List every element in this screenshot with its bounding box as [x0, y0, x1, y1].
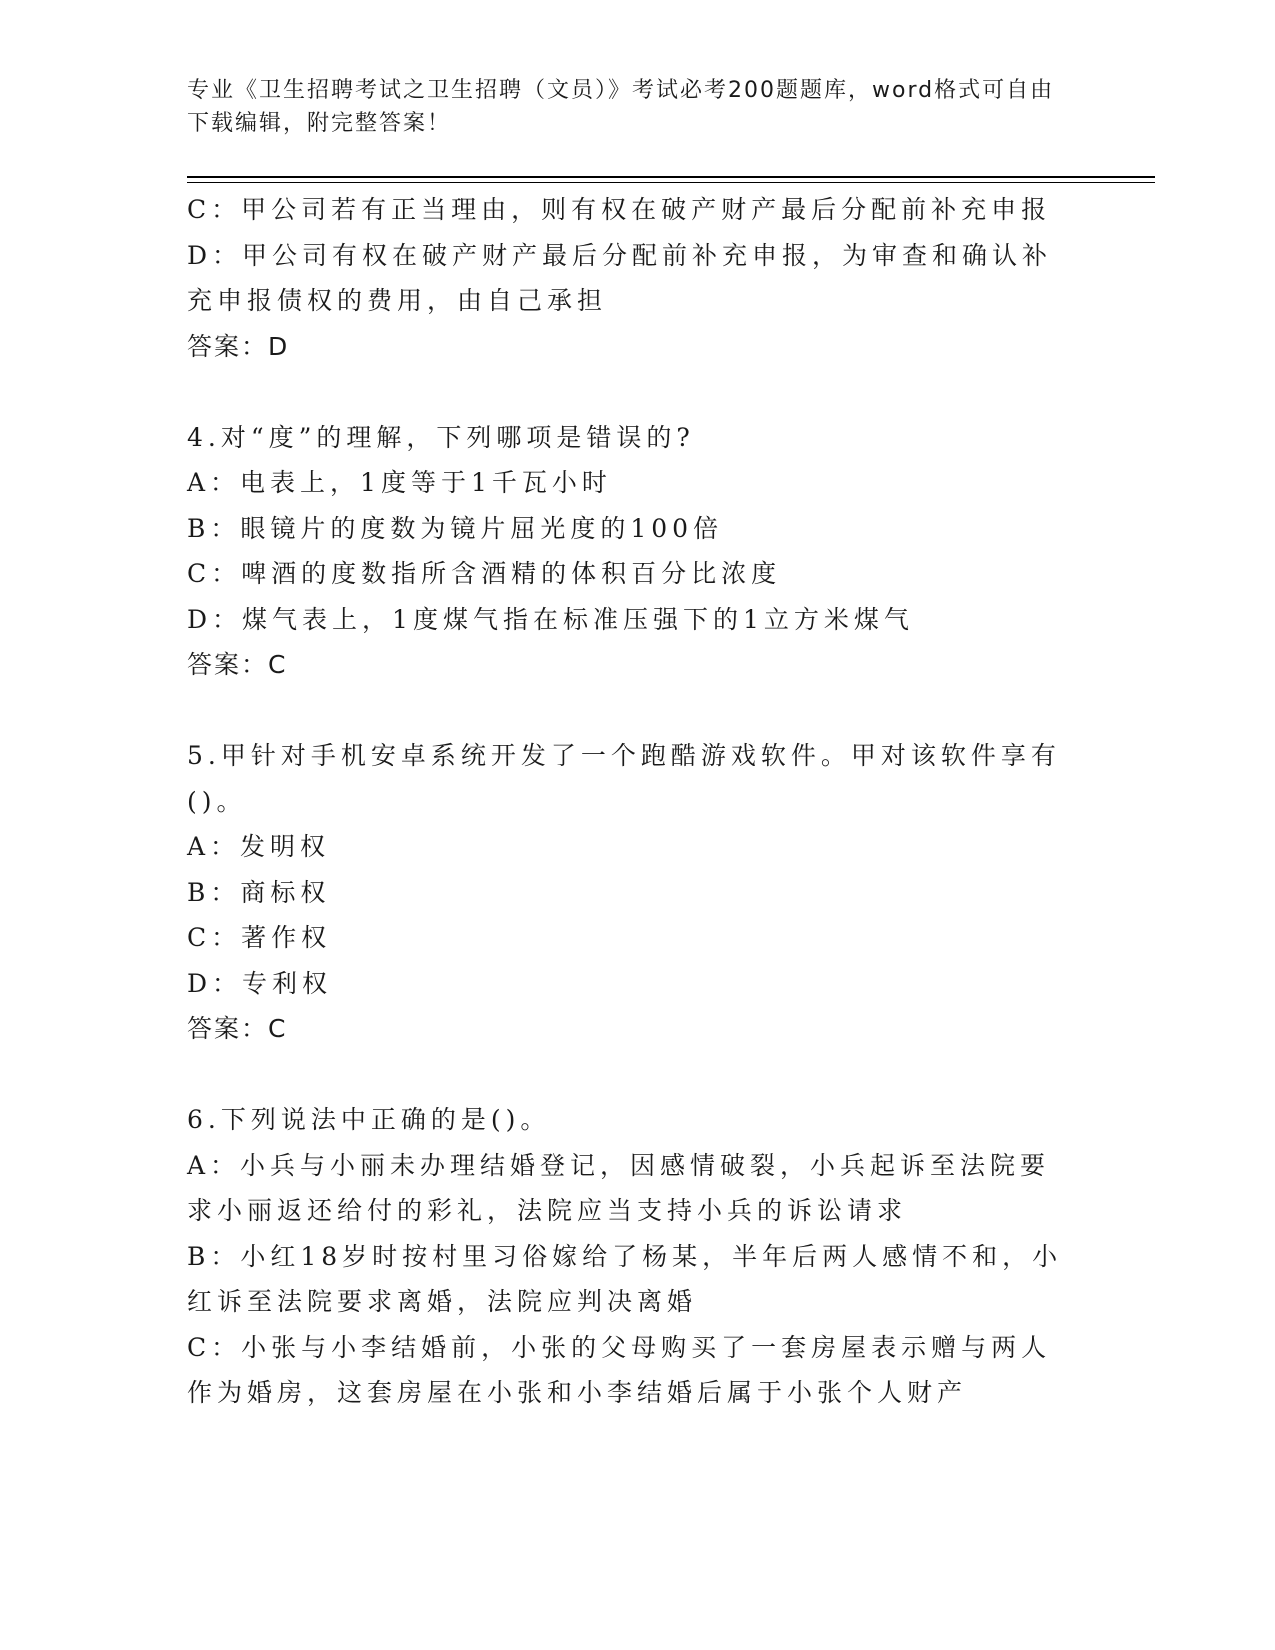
question-3-tail: [187, 187, 1077, 369]
option-a: A：电表上，1度等于1千瓦小时: [187, 468, 612, 497]
option-b: B：眼镜片的度数为镜片屈光度的100倍: [187, 513, 724, 543]
header-text: 专业《卫生招聘考试之卫生招聘（文员）》考试必考200题题库，word格式可自由下载编辑，附完整答案！: [187, 78, 1055, 136]
option-c: C：啤酒的度数指所含酒精的体积百分比浓度: [187, 559, 782, 588]
option-b: B：小红18岁时按村里习俗嫁给了杨某，半年后两人感情不和，小红诉至法院要求离婚，法院应判决离婚: [187, 1241, 1063, 1316]
option-a: A：小兵与小丽未办理结婚登记，因感情破裂，小兵起诉至法院要求小丽返还给付的彩礼，法院应当支持小兵的诉讼请求: [187, 1150, 1051, 1225]
spacer: [187, 688, 1077, 734]
option-a: A：发明权: [187, 832, 331, 861]
spacer: [187, 369, 1077, 415]
question-stem: 6.下列说法中正确的是()。: [187, 1105, 551, 1134]
option-d: D：专利权: [187, 968, 333, 998]
answer-label: 答案：C: [187, 650, 288, 679]
spacer: [187, 1052, 1077, 1098]
option-c: C：著作权: [187, 923, 332, 952]
option-c: C：小张与小李结婚前，小张的父母购买了一套房屋表示赠与两人作为婚房，这套房屋在小张和小李结婚后属于小张个人财产: [187, 1332, 1052, 1407]
option-d: D：甲公司有权在破产财产最后分配前补充申报，为审查和确认补充申报债权的费用，由自己承担: [187, 240, 1053, 315]
question-6: [187, 1097, 1077, 1416]
question-stem: 5.甲针对手机安卓系统开发了一个跑酷游戏软件。甲对该软件享有()。: [187, 741, 1061, 816]
option-c: C：甲公司若有正当理由，则有权在破产财产最后分配前补充申报: [187, 195, 1052, 224]
document-header: [187, 74, 1067, 140]
option-b: B：商标权: [187, 877, 331, 907]
document-body: [187, 187, 1077, 1416]
header-divider-thick: [187, 176, 1155, 178]
option-d: D：煤气表上，1度煤气指在标准压强下的1立方米煤气: [187, 604, 914, 634]
question-4: [187, 415, 1077, 688]
header-divider-thin: [187, 182, 1155, 183]
question-5: [187, 733, 1077, 1052]
answer-label: 答案：C: [187, 1014, 288, 1043]
answer-label: 答案：D: [187, 331, 290, 361]
question-stem: 4.对“度”的理解，下列哪项是错误的?: [187, 422, 695, 452]
